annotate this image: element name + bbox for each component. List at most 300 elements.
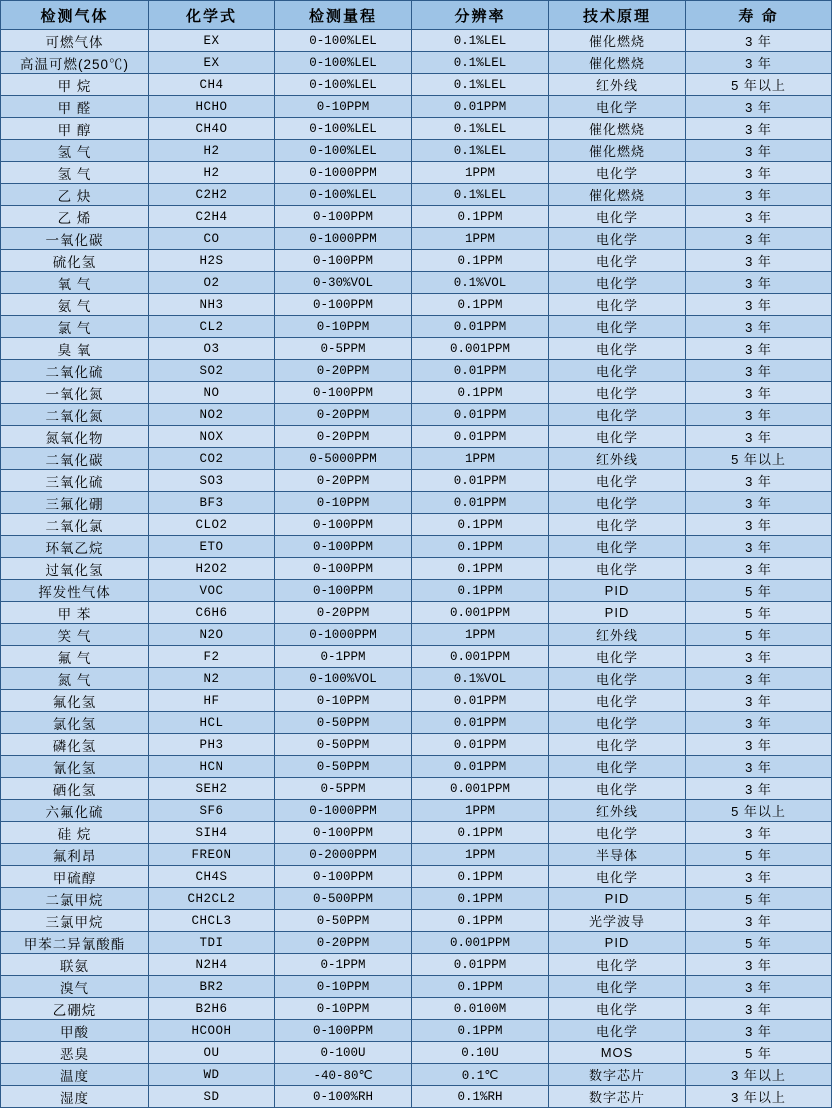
cell-lifetime: 3 年	[686, 426, 832, 448]
cell-technology: 电化学	[549, 756, 686, 778]
cell-resolution: 0.1PPM	[412, 888, 549, 910]
cell-gas-name: 过氧化氢	[1, 558, 149, 580]
cell-gas-name: 甲 醛	[1, 96, 149, 118]
column-header-chemical-formula: 化学式	[149, 1, 275, 30]
cell-chemical-formula: EX	[149, 52, 275, 74]
cell-resolution: 0.001PPM	[412, 778, 549, 800]
cell-technology: 电化学	[549, 558, 686, 580]
cell-detection-range: 0-1000PPM	[275, 624, 412, 646]
cell-gas-name: 氯 气	[1, 316, 149, 338]
table-row	[1, 470, 832, 492]
cell-detection-range: 0-100%LEL	[275, 74, 412, 96]
cell-gas-name: 恶臭	[1, 1042, 149, 1064]
cell-resolution: 0.1%LEL	[412, 30, 549, 52]
cell-chemical-formula: FREON	[149, 844, 275, 866]
table-row	[1, 1042, 832, 1064]
cell-chemical-formula: SO2	[149, 360, 275, 382]
cell-gas-name: 可燃气体	[1, 30, 149, 52]
cell-lifetime: 5 年以上	[686, 74, 832, 96]
cell-gas-name: 二氯甲烷	[1, 888, 149, 910]
cell-detection-range: 0-100%LEL	[275, 184, 412, 206]
cell-resolution: 0.1PPM	[412, 910, 549, 932]
cell-resolution: 0.1%LEL	[412, 52, 549, 74]
cell-lifetime: 3 年	[686, 272, 832, 294]
cell-lifetime: 3 年	[686, 668, 832, 690]
cell-resolution: 0.001PPM	[412, 602, 549, 624]
cell-detection-range: 0-5000PPM	[275, 448, 412, 470]
cell-chemical-formula: CH4S	[149, 866, 275, 888]
cell-lifetime: 3 年	[686, 206, 832, 228]
cell-lifetime: 3 年	[686, 558, 832, 580]
cell-chemical-formula: ETO	[149, 536, 275, 558]
cell-chemical-formula: BF3	[149, 492, 275, 514]
cell-resolution: 0.1%LEL	[412, 140, 549, 162]
cell-lifetime: 3 年	[686, 316, 832, 338]
cell-chemical-formula: TDI	[149, 932, 275, 954]
cell-chemical-formula: NO2	[149, 404, 275, 426]
cell-technology: 电化学	[549, 470, 686, 492]
cell-detection-range: 0-100%LEL	[275, 52, 412, 74]
table-row	[1, 910, 832, 932]
cell-lifetime: 3 年	[686, 382, 832, 404]
cell-detection-range: 0-2000PPM	[275, 844, 412, 866]
table-row	[1, 514, 832, 536]
cell-detection-range: 0-10PPM	[275, 690, 412, 712]
cell-lifetime: 3 年	[686, 404, 832, 426]
cell-resolution: 0.1%LEL	[412, 74, 549, 96]
table-row	[1, 118, 832, 140]
cell-technology: 光学波导	[549, 910, 686, 932]
cell-lifetime: 3 年	[686, 96, 832, 118]
cell-technology: PID	[549, 602, 686, 624]
cell-technology: 电化学	[549, 690, 686, 712]
cell-lifetime: 3 年	[686, 536, 832, 558]
cell-resolution: 0.001PPM	[412, 932, 549, 954]
cell-resolution: 0.01PPM	[412, 404, 549, 426]
table-row	[1, 1020, 832, 1042]
table-row	[1, 30, 832, 52]
table-row	[1, 712, 832, 734]
cell-chemical-formula: CHCL3	[149, 910, 275, 932]
cell-lifetime: 5 年	[686, 1042, 832, 1064]
cell-gas-name: 氮氧化物	[1, 426, 149, 448]
cell-gas-name: 三氟化硼	[1, 492, 149, 514]
cell-chemical-formula: NH3	[149, 294, 275, 316]
cell-technology: 电化学	[549, 536, 686, 558]
cell-gas-name: 硅 烷	[1, 822, 149, 844]
cell-chemical-formula: HF	[149, 690, 275, 712]
cell-gas-name: 乙硼烷	[1, 998, 149, 1020]
table-row	[1, 844, 832, 866]
cell-gas-name: 甲 苯	[1, 602, 149, 624]
table-row	[1, 404, 832, 426]
cell-chemical-formula: OU	[149, 1042, 275, 1064]
table-row	[1, 954, 832, 976]
cell-resolution: 0.1PPM	[412, 250, 549, 272]
cell-technology: MOS	[549, 1042, 686, 1064]
cell-detection-range: -40-80℃	[275, 1064, 412, 1086]
table-row	[1, 316, 832, 338]
cell-resolution: 0.1PPM	[412, 514, 549, 536]
table-header	[1, 1, 832, 30]
cell-chemical-formula: NO	[149, 382, 275, 404]
cell-detection-range: 0-20PPM	[275, 470, 412, 492]
cell-gas-name: 氧 气	[1, 272, 149, 294]
cell-resolution: 0.10U	[412, 1042, 549, 1064]
table-row	[1, 272, 832, 294]
cell-lifetime: 3 年	[686, 492, 832, 514]
cell-gas-name: 氰化氢	[1, 756, 149, 778]
cell-gas-name: 三氧化硫	[1, 470, 149, 492]
cell-technology: 电化学	[549, 646, 686, 668]
table-row	[1, 976, 832, 998]
cell-resolution: 0.1%LEL	[412, 118, 549, 140]
cell-lifetime: 3 年	[686, 162, 832, 184]
table-row	[1, 338, 832, 360]
cell-lifetime: 3 年	[686, 756, 832, 778]
cell-lifetime: 3 年	[686, 712, 832, 734]
table-row	[1, 888, 832, 910]
cell-lifetime: 5 年	[686, 580, 832, 602]
cell-technology: 电化学	[549, 382, 686, 404]
cell-resolution: 1PPM	[412, 228, 549, 250]
cell-detection-range: 0-20PPM	[275, 932, 412, 954]
cell-chemical-formula: O2	[149, 272, 275, 294]
cell-gas-name: 氯化氢	[1, 712, 149, 734]
table-row	[1, 96, 832, 118]
cell-resolution: 0.0100M	[412, 998, 549, 1020]
cell-gas-name: 甲 烷	[1, 74, 149, 96]
cell-technology: 催化燃烧	[549, 118, 686, 140]
cell-chemical-formula: PH3	[149, 734, 275, 756]
cell-gas-name: 二氧化碳	[1, 448, 149, 470]
cell-gas-name: 联氨	[1, 954, 149, 976]
cell-technology: 红外线	[549, 800, 686, 822]
cell-technology: 电化学	[549, 514, 686, 536]
cell-detection-range: 0-1000PPM	[275, 162, 412, 184]
cell-technology: 电化学	[549, 822, 686, 844]
cell-gas-name: 温度	[1, 1064, 149, 1086]
cell-chemical-formula: VOC	[149, 580, 275, 602]
cell-detection-range: 0-100%VOL	[275, 668, 412, 690]
cell-resolution: 0.01PPM	[412, 470, 549, 492]
cell-resolution: 0.001PPM	[412, 338, 549, 360]
cell-gas-name: 挥发性气体	[1, 580, 149, 602]
cell-detection-range: 0-30%VOL	[275, 272, 412, 294]
cell-gas-name: 环氧乙烷	[1, 536, 149, 558]
cell-resolution: 0.1PPM	[412, 580, 549, 602]
cell-lifetime: 3 年	[686, 118, 832, 140]
cell-technology: 电化学	[549, 712, 686, 734]
cell-detection-range: 0-100PPM	[275, 294, 412, 316]
cell-lifetime: 3 年	[686, 646, 832, 668]
cell-lifetime: 3 年	[686, 140, 832, 162]
cell-detection-range: 0-100PPM	[275, 558, 412, 580]
cell-chemical-formula: CH2CL2	[149, 888, 275, 910]
cell-technology: 电化学	[549, 272, 686, 294]
cell-resolution: 0.1PPM	[412, 1020, 549, 1042]
cell-detection-range: 0-100%LEL	[275, 30, 412, 52]
cell-detection-range: 0-10PPM	[275, 96, 412, 118]
table-row	[1, 932, 832, 954]
cell-technology: 红外线	[549, 624, 686, 646]
cell-resolution: 0.001PPM	[412, 646, 549, 668]
cell-gas-name: 氢 气	[1, 162, 149, 184]
cell-gas-name: 六氟化硫	[1, 800, 149, 822]
cell-resolution: 0.01PPM	[412, 690, 549, 712]
cell-detection-range: 0-1000PPM	[275, 228, 412, 250]
table-row	[1, 52, 832, 74]
cell-resolution: 0.1℃	[412, 1064, 549, 1086]
cell-chemical-formula: WD	[149, 1064, 275, 1086]
cell-resolution: 0.01PPM	[412, 96, 549, 118]
table-row	[1, 492, 832, 514]
cell-resolution: 0.01PPM	[412, 712, 549, 734]
cell-technology: 催化燃烧	[549, 184, 686, 206]
table-row	[1, 580, 832, 602]
table-row	[1, 734, 832, 756]
column-header-gas-name: 检测气体	[1, 1, 149, 30]
cell-gas-name: 硫化氢	[1, 250, 149, 272]
table-row	[1, 1064, 832, 1086]
cell-gas-name: 二氧化硫	[1, 360, 149, 382]
cell-chemical-formula: F2	[149, 646, 275, 668]
cell-technology: 电化学	[549, 734, 686, 756]
cell-technology: 电化学	[549, 250, 686, 272]
cell-detection-range: 0-20PPM	[275, 404, 412, 426]
cell-chemical-formula: EX	[149, 30, 275, 52]
cell-chemical-formula: O3	[149, 338, 275, 360]
cell-resolution: 0.01PPM	[412, 316, 549, 338]
cell-detection-range: 0-100PPM	[275, 536, 412, 558]
cell-detection-range: 0-1000PPM	[275, 800, 412, 822]
table-row	[1, 184, 832, 206]
cell-detection-range: 0-10PPM	[275, 976, 412, 998]
cell-technology: 红外线	[549, 74, 686, 96]
cell-chemical-formula: N2	[149, 668, 275, 690]
cell-technology: PID	[549, 932, 686, 954]
cell-detection-range: 0-100%RH	[275, 1086, 412, 1108]
cell-resolution: 0.1%VOL	[412, 272, 549, 294]
table-row	[1, 74, 832, 96]
cell-lifetime: 3 年	[686, 470, 832, 492]
cell-chemical-formula: SD	[149, 1086, 275, 1108]
table-row	[1, 624, 832, 646]
cell-lifetime: 3 年	[686, 514, 832, 536]
cell-gas-name: 甲酸	[1, 1020, 149, 1042]
cell-resolution: 0.01PPM	[412, 734, 549, 756]
cell-detection-range: 0-100PPM	[275, 382, 412, 404]
cell-chemical-formula: CO2	[149, 448, 275, 470]
cell-lifetime: 3 年	[686, 866, 832, 888]
table-row	[1, 382, 832, 404]
table-row	[1, 756, 832, 778]
cell-gas-name: 氨 气	[1, 294, 149, 316]
cell-chemical-formula: HCOOH	[149, 1020, 275, 1042]
table-row	[1, 778, 832, 800]
cell-gas-name: 二氧化氯	[1, 514, 149, 536]
cell-chemical-formula: SEH2	[149, 778, 275, 800]
cell-detection-range: 0-100PPM	[275, 866, 412, 888]
cell-resolution: 0.01PPM	[412, 756, 549, 778]
cell-gas-name: 氟利昂	[1, 844, 149, 866]
cell-chemical-formula: H2	[149, 162, 275, 184]
cell-lifetime: 5 年以上	[686, 448, 832, 470]
cell-detection-range: 0-1PPM	[275, 646, 412, 668]
cell-lifetime: 3 年	[686, 360, 832, 382]
cell-lifetime: 3 年	[686, 822, 832, 844]
cell-resolution: 0.1%RH	[412, 1086, 549, 1108]
cell-detection-range: 0-100PPM	[275, 250, 412, 272]
cell-chemical-formula: CH4	[149, 74, 275, 96]
cell-lifetime: 3 年	[686, 184, 832, 206]
cell-resolution: 1PPM	[412, 844, 549, 866]
cell-resolution: 0.1PPM	[412, 206, 549, 228]
cell-lifetime: 3 年	[686, 976, 832, 998]
cell-detection-range: 0-100%LEL	[275, 118, 412, 140]
cell-detection-range: 0-100U	[275, 1042, 412, 1064]
cell-resolution: 0.1PPM	[412, 536, 549, 558]
table-body	[1, 30, 832, 1108]
cell-resolution: 0.1%LEL	[412, 184, 549, 206]
cell-lifetime: 3 年以上	[686, 1086, 832, 1108]
cell-chemical-formula: HCN	[149, 756, 275, 778]
table-row	[1, 140, 832, 162]
cell-detection-range: 0-100PPM	[275, 514, 412, 536]
cell-technology: 电化学	[549, 316, 686, 338]
table-row	[1, 536, 832, 558]
cell-detection-range: 0-10PPM	[275, 316, 412, 338]
cell-resolution: 0.1%VOL	[412, 668, 549, 690]
cell-detection-range: 0-50PPM	[275, 712, 412, 734]
cell-gas-name: 氮 气	[1, 668, 149, 690]
cell-gas-name: 乙 炔	[1, 184, 149, 206]
cell-resolution: 0.1PPM	[412, 866, 549, 888]
cell-chemical-formula: H2	[149, 140, 275, 162]
cell-gas-name: 笑 气	[1, 624, 149, 646]
cell-chemical-formula: CLO2	[149, 514, 275, 536]
cell-technology: 电化学	[549, 338, 686, 360]
table-row	[1, 866, 832, 888]
cell-resolution: 0.1PPM	[412, 558, 549, 580]
table-row	[1, 228, 832, 250]
cell-chemical-formula: H2O2	[149, 558, 275, 580]
cell-detection-range: 0-50PPM	[275, 756, 412, 778]
cell-chemical-formula: SO3	[149, 470, 275, 492]
table-row	[1, 646, 832, 668]
cell-lifetime: 5 年	[686, 932, 832, 954]
cell-lifetime: 3 年	[686, 1020, 832, 1042]
cell-technology: 催化燃烧	[549, 52, 686, 74]
cell-chemical-formula: HCL	[149, 712, 275, 734]
table-row	[1, 822, 832, 844]
cell-lifetime: 3 年	[686, 778, 832, 800]
cell-chemical-formula: NOX	[149, 426, 275, 448]
table-row	[1, 250, 832, 272]
cell-gas-name: 硒化氢	[1, 778, 149, 800]
cell-detection-range: 0-5PPM	[275, 338, 412, 360]
cell-lifetime: 5 年	[686, 844, 832, 866]
table-row	[1, 998, 832, 1020]
cell-chemical-formula: SF6	[149, 800, 275, 822]
cell-lifetime: 3 年	[686, 690, 832, 712]
cell-resolution: 0.01PPM	[412, 360, 549, 382]
column-header-resolution: 分辨率	[412, 1, 549, 30]
cell-lifetime: 5 年以上	[686, 800, 832, 822]
cell-lifetime: 3 年	[686, 338, 832, 360]
cell-lifetime: 5 年	[686, 602, 832, 624]
cell-gas-name: 高温可燃(250℃)	[1, 52, 149, 74]
column-header-detection-range: 检测量程	[275, 1, 412, 30]
cell-detection-range: 0-100%LEL	[275, 140, 412, 162]
cell-chemical-formula: CH4O	[149, 118, 275, 140]
cell-technology: 电化学	[549, 360, 686, 382]
table-row	[1, 360, 832, 382]
cell-gas-name: 氢 气	[1, 140, 149, 162]
cell-detection-range: 0-10PPM	[275, 492, 412, 514]
cell-resolution: 0.01PPM	[412, 954, 549, 976]
cell-technology: 数字芯片	[549, 1064, 686, 1086]
cell-detection-range: 0-100PPM	[275, 822, 412, 844]
table-row	[1, 294, 832, 316]
cell-detection-range: 0-100PPM	[275, 206, 412, 228]
cell-gas-name: 臭 氧	[1, 338, 149, 360]
cell-technology: 电化学	[549, 492, 686, 514]
cell-lifetime: 3 年	[686, 30, 832, 52]
table-row	[1, 448, 832, 470]
cell-chemical-formula: HCHO	[149, 96, 275, 118]
cell-gas-name: 氟 气	[1, 646, 149, 668]
cell-lifetime: 3 年	[686, 998, 832, 1020]
table-row	[1, 602, 832, 624]
cell-chemical-formula: C2H2	[149, 184, 275, 206]
cell-lifetime: 5 年	[686, 888, 832, 910]
cell-lifetime: 3 年	[686, 910, 832, 932]
cell-resolution: 1PPM	[412, 624, 549, 646]
cell-technology: 电化学	[549, 96, 686, 118]
table-row	[1, 558, 832, 580]
cell-chemical-formula: BR2	[149, 976, 275, 998]
cell-gas-name: 乙 烯	[1, 206, 149, 228]
cell-detection-range: 0-20PPM	[275, 360, 412, 382]
cell-gas-name: 溴气	[1, 976, 149, 998]
cell-lifetime: 3 年	[686, 734, 832, 756]
cell-resolution: 0.1PPM	[412, 294, 549, 316]
cell-technology: 电化学	[549, 954, 686, 976]
cell-resolution: 0.1PPM	[412, 822, 549, 844]
cell-gas-name: 湿度	[1, 1086, 149, 1108]
cell-technology: 电化学	[549, 976, 686, 998]
cell-lifetime: 3 年	[686, 228, 832, 250]
cell-gas-name: 一氧化碳	[1, 228, 149, 250]
cell-detection-range: 0-10PPM	[275, 998, 412, 1020]
cell-resolution: 0.01PPM	[412, 492, 549, 514]
cell-resolution: 1PPM	[412, 448, 549, 470]
cell-detection-range: 0-100PPM	[275, 1020, 412, 1042]
cell-technology: 电化学	[549, 668, 686, 690]
cell-detection-range: 0-20PPM	[275, 602, 412, 624]
cell-chemical-formula: N2O	[149, 624, 275, 646]
table-row	[1, 800, 832, 822]
cell-resolution: 1PPM	[412, 800, 549, 822]
cell-technology: 电化学	[549, 294, 686, 316]
cell-gas-name: 甲 醇	[1, 118, 149, 140]
cell-chemical-formula: B2H6	[149, 998, 275, 1020]
cell-gas-name: 氟化氢	[1, 690, 149, 712]
cell-technology: PID	[549, 888, 686, 910]
cell-gas-name: 二氧化氮	[1, 404, 149, 426]
cell-chemical-formula: N2H4	[149, 954, 275, 976]
